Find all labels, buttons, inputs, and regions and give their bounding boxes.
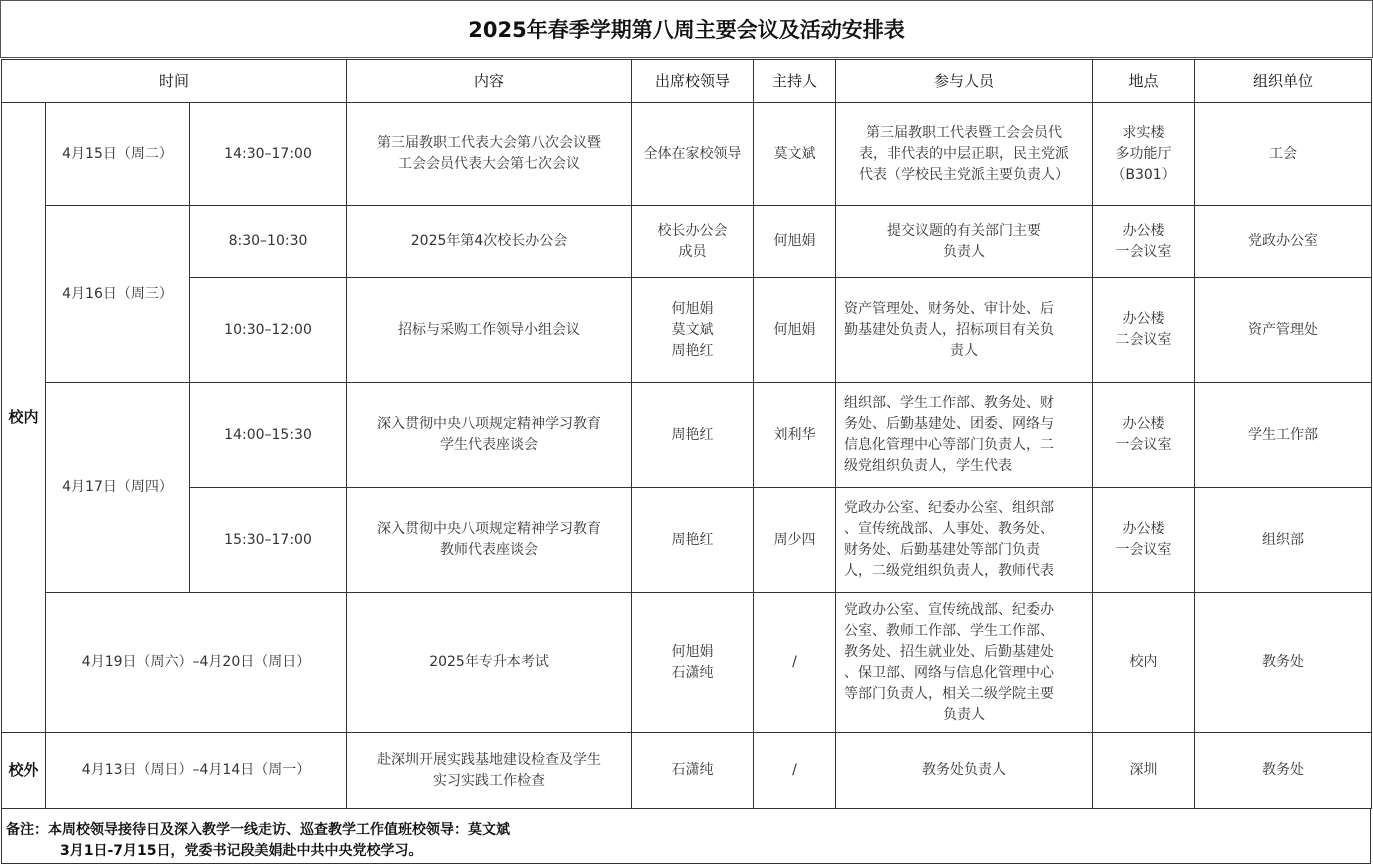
table-row <box>2 488 1372 593</box>
date-cell: 4月13日（周日）–4月14日（周一） <box>46 733 347 809</box>
location-cell: 办公楼 一会议室 <box>1093 488 1195 593</box>
content-cell: 2025年第4次校长办公会 <box>347 206 632 278</box>
time-cell: 15:30–17:00 <box>190 488 347 593</box>
header-time: 时间 <box>2 60 347 103</box>
time-cell: 14:30–17:00 <box>190 103 347 206</box>
leader-cell: 周艳红 <box>632 488 754 593</box>
footnote-line-2: 3月1日-7月15日，党委书记段美娟赴中共中央党校学习。 <box>60 843 423 859</box>
organizer-cell: 教务处 <box>1195 593 1372 733</box>
location-cell: 求实楼 多功能厅 （B301） <box>1093 103 1195 206</box>
page-title: 2025年春季学期第八周主要会议及活动安排表 <box>0 0 1373 58</box>
table-row <box>2 593 1372 733</box>
participants-cell: 教务处负责人 <box>836 733 1093 809</box>
footnote-line-1: 备注：本周校领导接待日及深入教学一线走访、巡查教学工作值班校领导：莫文斌 <box>6 822 510 838</box>
table-row <box>2 206 1372 278</box>
location-cell: 办公楼 一会议室 <box>1093 383 1195 488</box>
participants-cell: 提交议题的有关部门主要 负责人 <box>836 206 1093 278</box>
content-cell: 招标与采购工作领导小组会议 <box>347 278 632 383</box>
table-row <box>2 103 1372 206</box>
header-leader: 出席校领导 <box>632 60 754 103</box>
leader-cell: 何旭娟 莫文斌 周艳红 <box>632 278 754 383</box>
organizer-cell: 学生工作部 <box>1195 383 1372 488</box>
header-organizer: 组织单位 <box>1195 60 1372 103</box>
host-cell: 何旭娟 <box>754 278 836 383</box>
table-row <box>2 733 1372 809</box>
organizer-cell: 党政办公室 <box>1195 206 1372 278</box>
date-cell: 4月15日（周二） <box>46 103 190 206</box>
participants-cell: 资产管理处、财务处、审计处、后 勤基建处负责人，招标项目有关负 责人 <box>836 278 1093 383</box>
header-content: 内容 <box>347 60 632 103</box>
content-cell: 2025年专升本考试 <box>347 593 632 733</box>
organizer-cell: 工会 <box>1195 103 1372 206</box>
time-cell: 10:30–12:00 <box>190 278 347 383</box>
leader-cell: 何旭娟 石潇纯 <box>632 593 754 733</box>
leader-cell: 全体在家校领导 <box>632 103 754 206</box>
schedule-table <box>1 59 1372 809</box>
host-cell: / <box>754 593 836 733</box>
content-cell: 深入贯彻中央八项规定精神学习教育 学生代表座谈会 <box>347 383 632 488</box>
leader-cell: 校长办公会 成员 <box>632 206 754 278</box>
participants-cell: 党政办公室、宣传统战部、纪委办 公室、教师工作部、学生工作部、 教务处、招生就业处、后勤基建处 、保卫部、网络与信息化管理中心 等部门负责人，相关二级学院主要 负责人 <box>836 593 1093 733</box>
organizer-cell: 教务处 <box>1195 733 1372 809</box>
location-cell: 办公楼 一会议室 <box>1093 206 1195 278</box>
content-cell: 第三届教职工代表大会第八次会议暨 工会会员代表大会第七次会议 <box>347 103 632 206</box>
section-campus-in: 校内 <box>2 103 46 733</box>
leader-cell: 石潇纯 <box>632 733 754 809</box>
participants-cell: 党政办公室、纪委办公室、组织部 、宣传统战部、人事处、教务处、 财务处、后勤基建处等部门负责 人，二级党组织负责人，教师代表 <box>836 488 1093 593</box>
table-row <box>2 278 1372 383</box>
header-participants: 参与人员 <box>836 60 1093 103</box>
content-cell: 深入贯彻中央八项规定精神学习教育 教师代表座谈会 <box>347 488 632 593</box>
host-cell: 刘利华 <box>754 383 836 488</box>
organizer-cell: 组织部 <box>1195 488 1372 593</box>
content-cell: 赴深圳开展实践基地建设检查及学生 实习实践工作检查 <box>347 733 632 809</box>
table-row <box>2 383 1372 488</box>
location-cell: 校内 <box>1093 593 1195 733</box>
location-cell: 办公楼 二会议室 <box>1093 278 1195 383</box>
host-cell: 周少四 <box>754 488 836 593</box>
organizer-cell: 资产管理处 <box>1195 278 1372 383</box>
section-campus-out: 校外 <box>2 733 46 809</box>
time-cell: 14:00–15:30 <box>190 383 347 488</box>
date-cell: 4月16日（周三） <box>46 206 190 383</box>
time-cell: 8:30–10:30 <box>190 206 347 278</box>
host-cell: 莫文斌 <box>754 103 836 206</box>
footnote <box>1 808 1371 864</box>
date-cell: 4月19日（周六）–4月20日（周日） <box>46 593 347 733</box>
header-location: 地点 <box>1093 60 1195 103</box>
participants-cell: 组织部、学生工作部、教务处、财 务处、后勤基建处、团委、网络与 信息化管理中心等部门负责人，二 级党组织负责人，学生代表 <box>836 383 1093 488</box>
date-cell: 4月17日（周四） <box>46 383 190 593</box>
header-row <box>2 60 1372 103</box>
host-cell: 何旭娟 <box>754 206 836 278</box>
leader-cell: 周艳红 <box>632 383 754 488</box>
header-host: 主持人 <box>754 60 836 103</box>
location-cell: 深圳 <box>1093 733 1195 809</box>
participants-cell: 第三届教职工代表暨工会会员代 表，非代表的中层正职，民主党派 代表（学校民主党派主要负责人） <box>836 103 1093 206</box>
host-cell: / <box>754 733 836 809</box>
